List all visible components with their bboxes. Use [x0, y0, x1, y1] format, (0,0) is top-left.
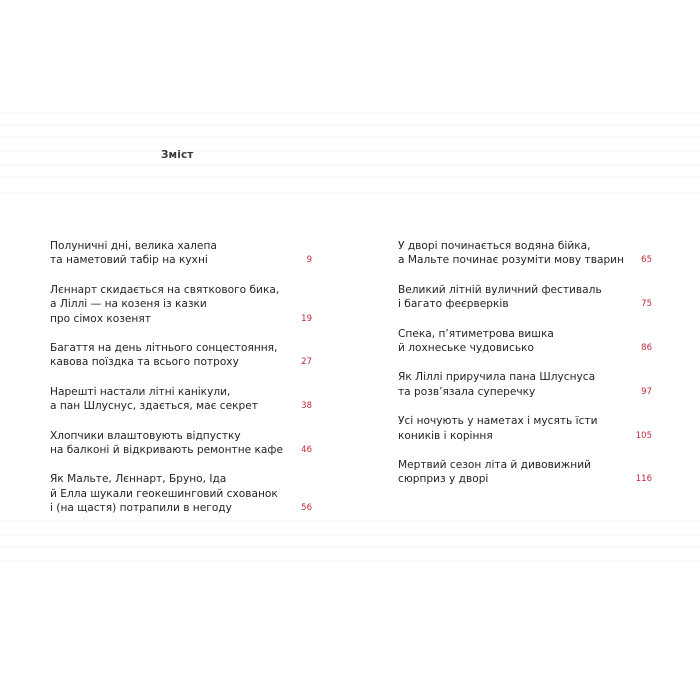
toc-entry-page-number: 105 [635, 430, 652, 441]
toc-entry-title-line: а пан Шлуснус, здається, має секрет [50, 400, 258, 413]
toc-entry[interactable] [50, 283, 312, 326]
show-through-line [0, 112, 700, 114]
toc-entry-title-line: а Ліллі — на козеня із казки [50, 298, 207, 311]
toc-entry[interactable] [50, 429, 312, 458]
show-through-line [0, 546, 700, 548]
toc-entry-title-line: Лєннарт скидається на святкового бика, [50, 283, 280, 296]
toc-entry-title-line: і багато феєрверків [398, 298, 509, 311]
toc-entry-page-number: 19 [301, 313, 312, 324]
toc-entry[interactable] [398, 414, 652, 443]
toc-entry-page-number: 56 [301, 503, 312, 514]
toc-entry-title-line: Нарешті настали літні канікули, [50, 385, 231, 398]
toc-entry[interactable] [50, 385, 312, 414]
toc-entry[interactable] [50, 341, 312, 370]
toc-entry-page-number: 86 [641, 343, 652, 354]
toc-entry-page-number: 97 [641, 386, 652, 397]
show-through-line [0, 150, 700, 152]
show-through-line [0, 534, 700, 536]
toc-entry-title-line: коників і коріння [398, 429, 493, 442]
toc-entry[interactable] [50, 472, 312, 515]
toc-entry-title-line: Мертвий сезон літа й дивовижний [398, 459, 591, 472]
toc-entry-title-line: Спека, п’ятиметрова вишка [398, 327, 554, 340]
toc-entry-title-line: Великий літній вуличний фестиваль [398, 283, 602, 296]
toc-entry-title-line: Багаття на день літнього сонцестояння, [50, 342, 278, 355]
toc-entry-title-line: Усі ночують у наметах і мусять їсти [398, 415, 598, 428]
toc-entry-title-line: та наметовий табір на кухні [50, 254, 208, 267]
toc-entry-title-line: про сімох козенят [50, 312, 151, 325]
toc-entry[interactable] [398, 458, 652, 487]
show-through-line [0, 164, 700, 166]
toc-entry-title-line: Хлопчики влаштовують відпустку [50, 429, 241, 442]
toc-entry-title-line: та розв’язала суперечку [398, 385, 536, 398]
toc-entry-title-line: і (на щастя) потрапили в негоду [50, 502, 232, 515]
toc-entry-page-number: 116 [635, 474, 652, 485]
toc-entry[interactable] [398, 239, 652, 268]
toc-entry-title-line: а Мальте починає розуміти мову тварин [398, 254, 624, 267]
toc-entry-title-line: сюрприз у дворі [398, 473, 489, 486]
toc-right-column [398, 239, 652, 502]
toc-entry-page-number: 65 [641, 255, 652, 266]
toc-heading: Зміст [161, 149, 194, 161]
toc-entry-page-number: 46 [301, 445, 312, 456]
show-through-line [0, 136, 700, 138]
toc-entry[interactable] [398, 327, 652, 356]
show-through-line [0, 560, 700, 562]
toc-entry-title-line: й лохнеське чудовисько [398, 342, 534, 355]
toc-entry[interactable] [398, 370, 652, 399]
toc-entry-page-number: 27 [301, 357, 312, 368]
toc-entry-title-line: Полуничні дні, велика халепа [50, 240, 217, 252]
toc-entry[interactable] [398, 283, 652, 312]
show-through-line [0, 124, 700, 126]
toc-entry-title-line: й Елла шукали геокешинговий схованок [50, 487, 278, 500]
toc-entry[interactable] [50, 239, 312, 268]
toc-entry-title-line: У дворі починається водяна бійка, [398, 240, 591, 252]
toc-entry-title-line: Як Ліллі приручила пана Шлуснуса [398, 371, 596, 384]
toc-entry-title-line: Як Мальте, Лєннарт, Бруно, Іда [50, 473, 227, 486]
show-through-line [0, 192, 700, 194]
toc-entry-title-line: кавова поїздка та всього потроху [50, 356, 239, 369]
toc-left-column [50, 239, 312, 531]
toc-entry-page-number: 75 [641, 299, 652, 310]
toc-entry-page-number: 38 [301, 401, 312, 412]
show-through-line [0, 176, 700, 178]
toc-entry-page-number: 9 [306, 255, 312, 266]
toc-entry-title-line: на балконі й відкривають ремонтне кафе [50, 444, 283, 457]
